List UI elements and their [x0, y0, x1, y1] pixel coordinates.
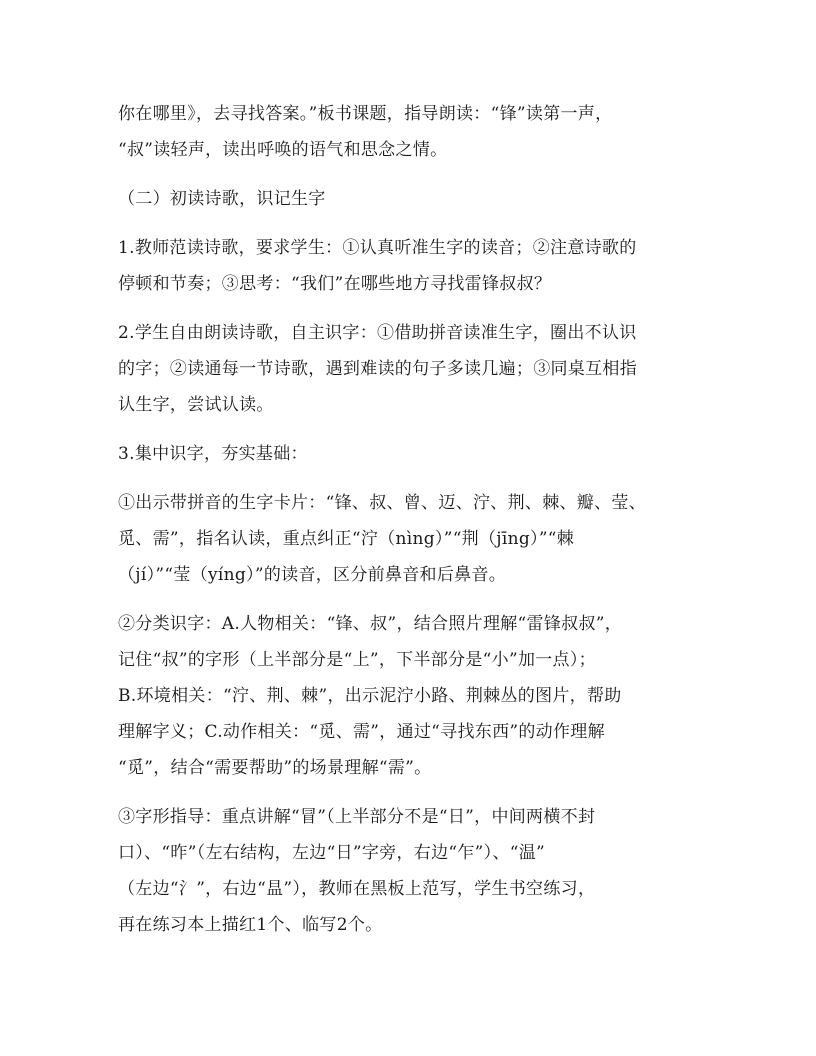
paragraph-step-3 [118, 436, 718, 472]
text-line: ①出示带拼音的生字卡片：“锋、叔、曾、迈、泞、荆、棘、瓣、莹、 [118, 493, 646, 513]
document-body [118, 96, 718, 943]
paragraph-intro [118, 96, 718, 168]
text-line: ③字形指导：重点讲解“冒”（上半部分不是“日”，中间两横不封 [118, 807, 596, 827]
text-line: （jí）”“莹（yíng）”的读音，区分前鼻音和后鼻音。 [118, 565, 507, 585]
paragraph-step-3-a [118, 485, 718, 593]
text-line: 觅、需”，指名认读，重点纠正“泞（nìng）”“荆（jīng）”“棘 [118, 529, 575, 549]
text-line: 你在哪里》，去寻找答案。”板书课题，指导朗读：“锋”读第一声， [118, 104, 613, 124]
paragraph-step-2 [118, 315, 718, 423]
text-line: ②分类识字：A.人物相关：“锋、叔”，结合照片理解“雷锋叔叔”， [118, 614, 623, 634]
text-line: 3.集中识字，夯实基础： [118, 444, 308, 464]
text-line: 2.学生自由朗读诗歌，自主识字：①借助拼音读准生字，圈出不认识 [118, 323, 637, 343]
text-line: 记住“叔”的字形（上半部分是“上”，下半部分是“小”加一点）； [118, 650, 596, 670]
text-line: 1.教师范读诗歌，要求学生：①认真听准生字的读音；②注意诗歌的 [118, 238, 637, 258]
text-line: 认生字，尝试认读。 [118, 395, 274, 415]
text-line: B.环境相关：“泞、荆、棘”，出示泥泞小路、荆棘丛的图片，帮助 [118, 686, 622, 706]
text-line: （左边“氵”，右边“昷”），教师在黑板上范写，学生书空练习， [118, 879, 596, 899]
paragraph-step-3-b [118, 606, 718, 786]
text-line: 停顿和节奏；③思考：“我们”在哪些地方寻找雷锋叔叔？ [118, 274, 552, 294]
paragraph-step-1 [118, 230, 718, 302]
text-line: （二）初读诗歌，识记生字 [118, 189, 326, 209]
text-line: “觅”，结合“需要帮助”的场景理解“需”。 [118, 758, 432, 778]
text-line: 的字；②读通每一节诗歌，遇到难读的句子多读几遍；③同桌互相指 [118, 359, 637, 379]
text-line: “叔”读轻声，读出呼唤的语气和思念之情。 [118, 140, 448, 160]
text-line: 口）、“昨”（左右结构，左边“日”字旁，右边“乍”）、“温” [118, 843, 546, 863]
paragraph-section-heading [118, 181, 718, 217]
text-line: 理解字义；C.动作相关：“觅、需”，通过“寻找东西”的动作理解 [118, 722, 605, 742]
paragraph-step-3-c [118, 799, 718, 943]
text-line: 再在练习本上描红1个、临写2个。 [118, 915, 383, 935]
